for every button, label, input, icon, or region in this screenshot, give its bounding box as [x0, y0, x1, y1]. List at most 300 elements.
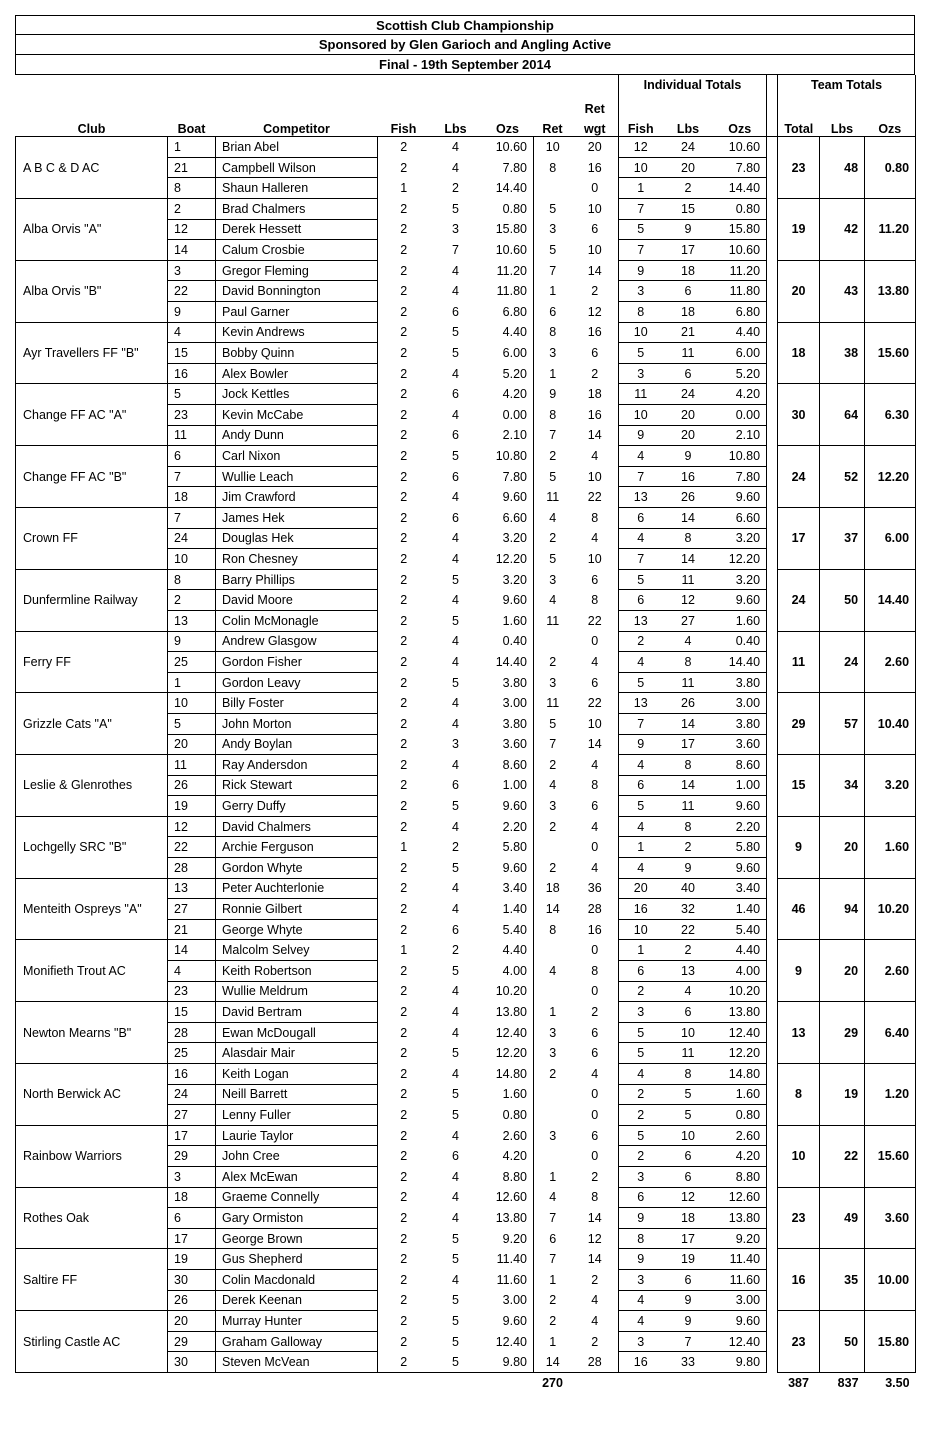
column-gap: [767, 1002, 778, 1023]
ind-fish: 8: [619, 302, 663, 323]
lbs: 7: [452, 243, 459, 258]
club-name: Crown FF: [16, 507, 168, 569]
ind-ozs: 14.40: [714, 178, 767, 199]
ozs: 6.80: [482, 302, 534, 323]
ind-fish: 9: [619, 734, 663, 755]
fish: 2: [378, 961, 430, 982]
lbs: 5: [452, 325, 459, 340]
ret-wgt: 6: [572, 1125, 619, 1146]
boat: 5: [168, 713, 216, 734]
ret-wgt: 14: [572, 425, 619, 446]
boat: 2: [168, 590, 216, 611]
ind-fish: 10: [619, 322, 663, 343]
competitor-row: [16, 1187, 916, 1208]
team-total-grand-total: 387: [788, 1375, 809, 1390]
lbs: 6: [452, 304, 459, 319]
competitor-row: [16, 384, 916, 405]
fish: 2: [378, 1002, 430, 1023]
lbs: 4: [452, 696, 459, 711]
team-total: 20: [778, 260, 820, 322]
column-gap: [767, 322, 778, 343]
ind-lbs: 17: [663, 240, 714, 261]
lbs: 5: [452, 1293, 459, 1308]
lbs: 4: [452, 716, 459, 731]
team-total: 24: [778, 446, 820, 508]
ret: 1: [549, 1272, 557, 1287]
ozs: 4.20: [482, 1146, 534, 1167]
team-total: 17: [778, 507, 820, 569]
ind-ozs: 15.80: [714, 219, 767, 240]
boat: 27: [168, 899, 216, 920]
team-ozs: 6.30: [865, 384, 916, 446]
competitor-row: [16, 816, 916, 837]
fish: 2: [378, 1311, 430, 1332]
team-lbs-grand-total: 837: [837, 1375, 859, 1390]
fish: 2: [378, 775, 430, 796]
ind-lbs: 17: [663, 734, 714, 755]
ind-fish: 3: [619, 1166, 663, 1187]
ret: 3: [549, 346, 557, 361]
team-ozs: 15.60: [865, 1125, 916, 1187]
ind-lbs: 16: [663, 466, 714, 487]
ret: [534, 631, 572, 652]
lbs: 4: [430, 137, 482, 158]
column-gap: [767, 1311, 778, 1332]
competitor: George Brown: [216, 1228, 378, 1249]
boat: 13: [168, 878, 216, 899]
ret: 4: [549, 510, 557, 525]
ret-wgt: 4: [572, 1311, 619, 1332]
ret-wgt: 14: [572, 734, 619, 755]
team-lbs: 34: [820, 755, 865, 817]
competitor: Ewan McDougall: [216, 1022, 378, 1043]
ind-ozs: 6.60: [714, 507, 767, 528]
club-name: Ayr Travellers FF "B": [16, 322, 168, 384]
ind-lbs-header: Lbs: [676, 122, 700, 137]
ind-lbs: 24: [663, 137, 714, 158]
ind-lbs: 11: [663, 1043, 714, 1064]
competitor: Graham Galloway: [216, 1331, 378, 1352]
ind-lbs: 13: [663, 961, 714, 982]
boat: 16: [168, 363, 216, 384]
competitor: Jim Crawford: [216, 487, 378, 508]
fish: 2: [378, 1043, 430, 1064]
competitor-row: [16, 507, 916, 528]
ozs: 3.00: [482, 1290, 534, 1311]
ind-fish: 3: [619, 1269, 663, 1290]
competitor: Murray Hunter: [216, 1311, 378, 1332]
competitor-row: [16, 137, 916, 158]
competitor: Ronnie Gilbert: [216, 899, 378, 920]
club-name: Stirling Castle AC: [16, 1311, 168, 1373]
ret-wgt: 10: [572, 466, 619, 487]
fish: 2: [378, 1064, 430, 1085]
ret: 8: [549, 407, 557, 422]
column-gap: [767, 899, 778, 920]
ozs: 3.60: [482, 734, 534, 755]
ind-ozs: 3.80: [714, 713, 767, 734]
ind-lbs: 6: [663, 1002, 714, 1023]
ozs: 12.40: [482, 1022, 534, 1043]
competitor: Gordon Leavy: [216, 672, 378, 693]
ozs: 0.80: [482, 199, 534, 220]
ind-lbs: 2: [663, 940, 714, 961]
ret-wgt: 36: [572, 878, 619, 899]
team-lbs: 20: [820, 816, 865, 878]
team-ozs: 6.40: [865, 1002, 916, 1064]
ind-lbs: 6: [663, 1269, 714, 1290]
fish: 2: [378, 466, 430, 487]
ind-lbs: 40: [663, 878, 714, 899]
ozs: 3.80: [482, 672, 534, 693]
ret-wgt: 0: [572, 981, 619, 1002]
boat: 9: [168, 302, 216, 323]
ozs: 14.40: [482, 178, 534, 199]
ozs: 10.60: [482, 137, 534, 158]
ret: 7: [549, 1210, 557, 1225]
column-gap: [767, 137, 778, 158]
ind-fish: 4: [619, 816, 663, 837]
ind-fish: 12: [619, 137, 663, 158]
column-header-row: [16, 116, 916, 137]
competitor-row: [16, 1311, 916, 1332]
fish: 2: [378, 1208, 430, 1229]
boat: 13: [168, 610, 216, 631]
team-lbs: 20: [820, 940, 865, 1002]
team-lbs: 64: [820, 384, 865, 446]
competitor-row: [16, 260, 916, 281]
club-name: Ferry FF: [16, 631, 168, 693]
ret-wgt: 18: [572, 384, 619, 405]
ind-fish: 4: [619, 1290, 663, 1311]
fish: 2: [378, 1105, 430, 1126]
club-name: Change FF AC "B": [16, 446, 168, 508]
lbs: 5: [430, 1352, 482, 1373]
sheet-title: Scottish Club Championship: [15, 15, 915, 35]
lbs: 4: [452, 1025, 459, 1040]
ind-lbs: 8: [663, 1064, 714, 1085]
ozs: 13.80: [482, 1002, 534, 1023]
ret-wgt: 2: [572, 1002, 619, 1023]
ind-ozs: 14.80: [714, 1064, 767, 1085]
ozs: 11.40: [482, 1249, 534, 1270]
column-gap: [767, 693, 778, 714]
team-ozs: 14.40: [865, 569, 916, 631]
fish: 2: [378, 672, 430, 693]
competitor: Andrew Glasgow: [216, 631, 378, 652]
ind-ozs: 10.20: [714, 981, 767, 1002]
club-name: Menteith Ospreys "A": [16, 878, 168, 940]
ind-lbs: 20: [663, 425, 714, 446]
ind-ozs: 0.80: [714, 1105, 767, 1126]
competitor-row: [16, 569, 916, 590]
ret-header: Ret: [542, 122, 563, 137]
ind-fish: 13: [619, 693, 663, 714]
boat: 11: [168, 425, 216, 446]
fish: 2: [378, 1290, 430, 1311]
column-gap: [767, 199, 778, 220]
ret-wgt: 0: [572, 940, 619, 961]
ozs: 5.80: [482, 837, 534, 858]
lbs: 4: [452, 984, 459, 999]
ret: 5: [549, 716, 557, 731]
competitor: Alasdair Mair: [216, 1043, 378, 1064]
boat: 12: [168, 816, 216, 837]
boat: 21: [168, 157, 216, 178]
ind-ozs: 11.40: [714, 1249, 767, 1270]
ret: 3: [549, 1128, 557, 1143]
team-lbs: 29: [820, 1002, 865, 1064]
ret-wgt: 16: [572, 322, 619, 343]
column-gap: [767, 796, 778, 817]
fish: 1: [378, 178, 430, 199]
ind-ozs: 0.80: [714, 199, 767, 220]
ind-lbs: 9: [663, 1311, 714, 1332]
ret: [534, 178, 572, 199]
ind-fish: 13: [619, 487, 663, 508]
ind-fish: 5: [619, 219, 663, 240]
competitor: Kevin McCabe: [216, 405, 378, 426]
competitor: Alex Bowler: [216, 363, 378, 384]
ret: 2: [549, 448, 557, 463]
ret-wgt: 14: [572, 1208, 619, 1229]
ind-lbs: 24: [663, 384, 714, 405]
ozs: 12.40: [482, 1331, 534, 1352]
club-name: Alba Orvis "B": [16, 260, 168, 322]
ind-fish: 10: [619, 919, 663, 940]
ret: 3: [549, 572, 557, 587]
club-name: Monifieth Trout AC: [16, 940, 168, 1002]
ret: 11: [546, 490, 560, 505]
boat: 27: [168, 1105, 216, 1126]
ozs: 12.60: [482, 1187, 534, 1208]
ind-fish: 5: [619, 569, 663, 590]
boat: 4: [168, 322, 216, 343]
club-name: Rothes Oak: [16, 1187, 168, 1249]
fish: 2: [378, 405, 430, 426]
fish: 2: [378, 384, 430, 405]
ozs: 1.00: [482, 775, 534, 796]
fish: 2: [378, 302, 430, 323]
ret-wgt: 6: [572, 569, 619, 590]
column-gap: [767, 1084, 778, 1105]
competitor: John Morton: [216, 713, 378, 734]
ind-fish: 5: [619, 1022, 663, 1043]
lbs: 4: [452, 819, 459, 834]
ozs: 12.20: [482, 1043, 534, 1064]
column-gap: [767, 878, 778, 899]
lbs: 6: [452, 387, 459, 402]
fish: 2: [378, 1249, 430, 1270]
ind-ozs: 11.60: [714, 1269, 767, 1290]
ozs: 3.20: [482, 528, 534, 549]
ret: 2: [549, 757, 557, 772]
team-ozs: 1.20: [865, 1064, 916, 1126]
ind-ozs: 3.80: [714, 672, 767, 693]
lbs: 5: [452, 1107, 459, 1122]
ret: [534, 837, 572, 858]
lbs: 4: [452, 1128, 459, 1143]
ret-wgt: 10: [572, 240, 619, 261]
ozs: 12.20: [482, 549, 534, 570]
ind-lbs: 14: [663, 775, 714, 796]
ind-lbs: 4: [663, 631, 714, 652]
fish: 2: [378, 590, 430, 611]
team-ozs: 15.60: [865, 322, 916, 384]
ozs: 3.80: [482, 713, 534, 734]
column-gap: [767, 1331, 778, 1352]
ind-fish: 6: [619, 507, 663, 528]
team-lbs-header: Lbs: [830, 122, 854, 137]
fish: 2: [378, 610, 430, 631]
lbs: 4: [452, 1272, 459, 1287]
fish: 2: [378, 1166, 430, 1187]
ind-fish: 9: [619, 1208, 663, 1229]
competitor: Rick Stewart: [216, 775, 378, 796]
competitor: John Cree: [216, 1146, 378, 1167]
fish: 2: [378, 981, 430, 1002]
fish: 2: [378, 1084, 430, 1105]
ind-lbs: 14: [663, 713, 714, 734]
ind-lbs: 33: [663, 1352, 714, 1373]
ind-lbs: 11: [663, 343, 714, 364]
ozs: 0.40: [482, 631, 534, 652]
ret: 6: [549, 1231, 557, 1246]
ind-lbs: 9: [663, 219, 714, 240]
team-ozs: 13.80: [865, 260, 916, 322]
fish: 2: [378, 1146, 430, 1167]
competitor-row: [16, 1249, 916, 1270]
ret: 5: [549, 243, 557, 258]
ret-wgt: 28: [572, 1352, 619, 1373]
ind-fish: 3: [619, 363, 663, 384]
team-total: 19: [778, 199, 820, 261]
ind-fish: 9: [619, 1249, 663, 1270]
column-gap: [767, 446, 778, 467]
lbs: 5: [452, 963, 459, 978]
fish: 2: [378, 878, 430, 899]
ozs: 9.60: [482, 1311, 534, 1332]
ret: 3: [549, 1025, 557, 1040]
lbs: 5: [452, 1087, 459, 1102]
fish: 2: [378, 343, 430, 364]
ind-lbs: 17: [663, 1228, 714, 1249]
ind-ozs: 3.00: [714, 1290, 767, 1311]
ind-fish: 5: [619, 796, 663, 817]
ret: 4: [549, 778, 557, 793]
ozs: 9.60: [482, 590, 534, 611]
fish: 1: [378, 837, 430, 858]
competitor: Calum Crosbie: [216, 240, 378, 261]
ind-lbs: 27: [663, 610, 714, 631]
ind-lbs: 9: [663, 858, 714, 879]
ind-ozs: 3.40: [714, 878, 767, 899]
column-gap: [767, 1269, 778, 1290]
ozs: 4.00: [482, 961, 534, 982]
results-sheet: [15, 15, 915, 1393]
ind-lbs: 9: [663, 446, 714, 467]
boat: 29: [168, 1331, 216, 1352]
ind-fish: 1: [619, 940, 663, 961]
ozs: 8.60: [482, 755, 534, 776]
ozs: 5.20: [482, 363, 534, 384]
fish: 2: [378, 199, 430, 220]
ozs: 14.40: [482, 652, 534, 673]
competitor-row: [16, 693, 916, 714]
ozs: 6.60: [482, 507, 534, 528]
lbs: 4: [452, 366, 459, 381]
team-total: 23: [778, 1187, 820, 1249]
club-name: Grizzle Cats "A": [16, 693, 168, 755]
ind-fish-header: Fish: [619, 116, 663, 137]
ret: 3: [549, 675, 557, 690]
fish: 2: [378, 219, 430, 240]
lbs: 4: [452, 490, 459, 505]
competitor: Brad Chalmers: [216, 199, 378, 220]
competitor: James Hek: [216, 507, 378, 528]
column-gap: [767, 672, 778, 693]
team-total: 11: [778, 631, 820, 693]
ind-fish: 7: [619, 466, 663, 487]
column-gap: [767, 1187, 778, 1208]
ret-wgt: 4: [572, 755, 619, 776]
boat: 22: [168, 837, 216, 858]
fish: 2: [378, 1125, 430, 1146]
team-ozs: 10.40: [865, 693, 916, 755]
competitor-row: [16, 1125, 916, 1146]
fish: 2: [378, 157, 430, 178]
ind-ozs: 13.80: [714, 1208, 767, 1229]
ind-ozs: 4.00: [714, 961, 767, 982]
competitor: Keith Robertson: [216, 961, 378, 982]
column-gap: [767, 816, 778, 837]
boat: 9: [168, 631, 216, 652]
lbs: 4: [452, 407, 459, 422]
ind-fish: 6: [619, 775, 663, 796]
column-gap: [767, 302, 778, 323]
team-lbs: 43: [820, 260, 865, 322]
fish: 2: [378, 755, 430, 776]
ozs: 0.80: [482, 1105, 534, 1126]
ret-wgt: 4: [572, 858, 619, 879]
ind-ozs: 1.60: [714, 610, 767, 631]
competitor: Colin Macdonald: [216, 1269, 378, 1290]
ozs: 1.60: [482, 610, 534, 631]
ind-ozs: 5.40: [714, 919, 767, 940]
ind-lbs: 8: [663, 816, 714, 837]
ret: [534, 1084, 572, 1105]
column-gap: [767, 919, 778, 940]
boat: 18: [168, 487, 216, 508]
ind-lbs: 18: [663, 302, 714, 323]
team-ozs: 10.20: [865, 878, 916, 940]
lbs: 6: [452, 778, 459, 793]
ret-wgt: 4: [572, 1290, 619, 1311]
boat: 23: [168, 981, 216, 1002]
ret: 10: [534, 137, 572, 158]
fish: 2: [378, 507, 430, 528]
ind-lbs: 10: [663, 1125, 714, 1146]
competitor: Keith Logan: [216, 1064, 378, 1085]
boat: 12: [168, 219, 216, 240]
boat: 23: [168, 405, 216, 426]
club-name: Saltire FF: [16, 1249, 168, 1311]
ind-fish: 2: [619, 981, 663, 1002]
boat: 25: [168, 652, 216, 673]
ret: [534, 1146, 572, 1167]
lbs: 5: [452, 572, 459, 587]
competitor: Shaun Halleren: [216, 178, 378, 199]
